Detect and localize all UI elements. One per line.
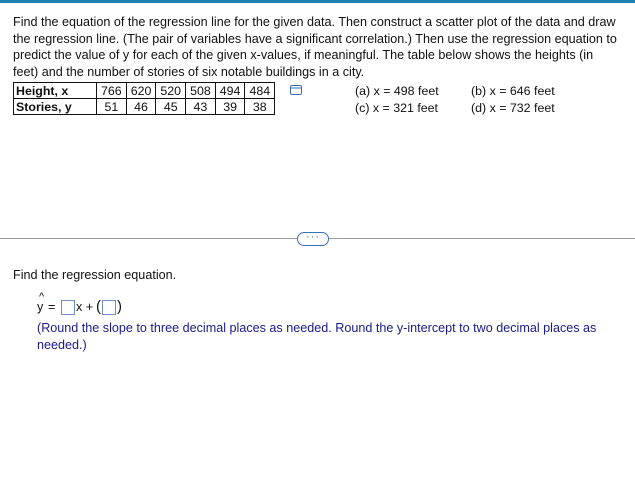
intercept-input[interactable] (102, 300, 116, 315)
table-cell: 766 (97, 83, 127, 99)
table-cell: 620 (126, 83, 156, 99)
question-line-3: predict the value of y for each of the given x-values, if meaningful. The table below shows the heights (in (13, 48, 594, 63)
table-row-height (14, 83, 275, 99)
expand-more-button[interactable]: ··· (297, 232, 329, 246)
part-d: (d) x = 732 feet (471, 101, 555, 115)
parts-column-right (471, 83, 555, 117)
table-cell: 38 (245, 99, 275, 115)
table-cell: 51 (97, 99, 127, 115)
table-cell: 508 (186, 83, 216, 99)
part-c: (c) x = 321 feet (355, 101, 438, 115)
close-paren: ) (117, 298, 122, 315)
rounding-hint: (Round the slope to three decimal places as needed. Round the y-intercept to two decimal places as needed.) (37, 321, 597, 352)
table-cell: 484 (245, 83, 275, 99)
row-header-height: Height, x (14, 83, 97, 99)
hat-symbol: ^ (39, 291, 45, 303)
table-cell: 494 (215, 83, 245, 99)
open-paren: ( (96, 298, 101, 315)
y-hat-symbol (37, 291, 45, 314)
data-table (13, 82, 275, 115)
slope-input[interactable] (61, 300, 75, 315)
copy-table-icon[interactable] (290, 85, 302, 95)
table-cell: 46 (126, 99, 156, 115)
part-a: (a) x = 498 feet (355, 84, 439, 98)
table-row-stories (14, 99, 275, 115)
y-symbol: y (37, 300, 44, 314)
question-text (13, 14, 635, 80)
equals-sign: = (48, 300, 56, 314)
x-plus-label: x + (76, 300, 94, 314)
question-line-1: Find the equation of the regression line for the given data. Then construct a scatter plot of the data and draw (13, 15, 616, 29)
part-b: (b) x = 646 feet (471, 84, 555, 98)
question-line-4: feet) and the number of stories of six notable buildings in a city. (13, 64, 365, 79)
row-header-stories: Stories, y (14, 99, 97, 115)
table-cell: 39 (215, 99, 245, 115)
parts-column-left (355, 83, 439, 117)
table-cell: 520 (156, 83, 186, 99)
top-accent-bar (0, 0, 635, 3)
regression-prompt: Find the regression equation. (13, 268, 177, 282)
table-cell: 43 (186, 99, 216, 115)
table-cell: 45 (156, 99, 186, 115)
question-line-2: the regression line. (The pair of variables have a significant correlation.) Then use the regression equation to (13, 31, 617, 46)
